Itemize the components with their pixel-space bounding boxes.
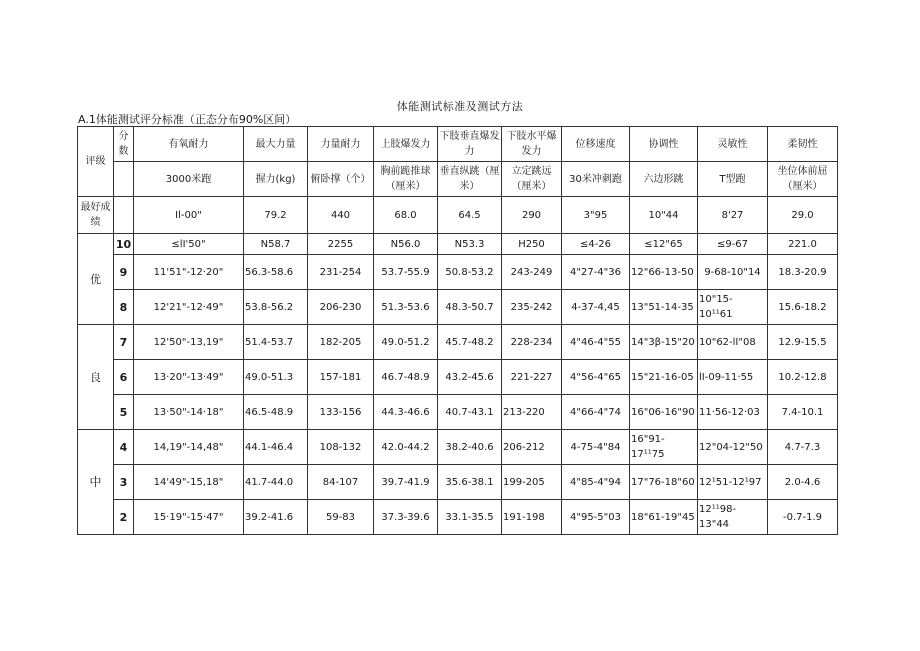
best-value: Il-00" bbox=[134, 197, 244, 234]
score-cell: 7 bbox=[114, 325, 134, 360]
value-cell: 50.8-53.2 bbox=[438, 255, 502, 290]
score-cell: 9 bbox=[114, 255, 134, 290]
value-cell: 53.7-55.9 bbox=[374, 255, 438, 290]
header-test: T型跑 bbox=[698, 162, 768, 197]
header-score: 分数 bbox=[114, 127, 134, 162]
value-cell: 4"46-4"55 bbox=[562, 325, 630, 360]
value-cell: 33.1-35.5 bbox=[438, 500, 502, 535]
value-cell: 84-107 bbox=[308, 465, 374, 500]
value-cell: 37.3-39.6 bbox=[374, 500, 438, 535]
value-cell: -0.7-1.9 bbox=[768, 500, 838, 535]
value-cell: ≤lI'50" bbox=[134, 234, 244, 255]
best-value: 29.0 bbox=[768, 197, 838, 234]
header-test: 胸前跪推球（厘米） bbox=[374, 162, 438, 197]
score-cell: 4 bbox=[114, 430, 134, 465]
value-cell: 108-132 bbox=[308, 430, 374, 465]
value-cell: 12"66-13-50 bbox=[630, 255, 698, 290]
value-cell: 56.3-58.6 bbox=[244, 255, 308, 290]
header-test: 坐位体前屈（厘米） bbox=[768, 162, 838, 197]
score-cell: 5 bbox=[114, 395, 134, 430]
table-row bbox=[78, 290, 838, 325]
document-title: 体能测试标准及测试方法 bbox=[396, 100, 524, 113]
value-cell: 4.7-7.3 bbox=[768, 430, 838, 465]
value-cell: ≤4-26 bbox=[562, 234, 630, 255]
value-cell: ≤9-67 bbox=[698, 234, 768, 255]
table-row bbox=[78, 395, 838, 430]
best-value: 64.5 bbox=[438, 197, 502, 234]
value-cell: H250 bbox=[502, 234, 562, 255]
value-cell: 4"95-5"03 bbox=[562, 500, 630, 535]
header-category: 力量耐力 bbox=[308, 127, 374, 162]
value-cell: 12'21"-12·49" bbox=[134, 290, 244, 325]
table-row bbox=[78, 234, 838, 255]
header-category: 柔韧性 bbox=[768, 127, 838, 162]
value-cell: 191-198 bbox=[502, 500, 562, 535]
header-test: 30米冲刺跑 bbox=[562, 162, 630, 197]
best-value: 8'27 bbox=[698, 197, 768, 234]
value-cell: 53.8-56.2 bbox=[244, 290, 308, 325]
header-row-categories bbox=[78, 127, 838, 162]
value-cell: 4"56-4"65 bbox=[562, 360, 630, 395]
table-row bbox=[78, 325, 838, 360]
best-value: 3"95 bbox=[562, 197, 630, 234]
header-category: 下肢水平爆发力 bbox=[502, 127, 562, 162]
value-cell: 11'51"-12·20" bbox=[134, 255, 244, 290]
value-cell: lI-09-11·55 bbox=[698, 360, 768, 395]
grade-medium: 中 bbox=[78, 430, 114, 535]
value-cell: 17"76-18"60 bbox=[630, 465, 698, 500]
value-cell: 48.3-50.7 bbox=[438, 290, 502, 325]
value-cell: 41.7-44.0 bbox=[244, 465, 308, 500]
value-cell: 228-234 bbox=[502, 325, 562, 360]
header-category: 最大力量 bbox=[244, 127, 308, 162]
value-cell: 4-75-4"84 bbox=[562, 430, 630, 465]
value-cell: 243-249 bbox=[502, 255, 562, 290]
value-cell: 15.6-18.2 bbox=[768, 290, 838, 325]
best-value: 440 bbox=[308, 197, 374, 234]
value-cell: 16"91-17¹¹75 bbox=[630, 430, 698, 465]
header-category: 有氧耐力 bbox=[134, 127, 244, 162]
value-cell: N56.0 bbox=[374, 234, 438, 255]
header-row-tests bbox=[78, 162, 838, 197]
value-cell: 4-37-4,45 bbox=[562, 290, 630, 325]
value-cell: 15·19"-15·47" bbox=[134, 500, 244, 535]
value-cell: 51.3-53.6 bbox=[374, 290, 438, 325]
value-cell: 206-230 bbox=[308, 290, 374, 325]
value-cell: 12"04-12"50 bbox=[698, 430, 768, 465]
table-caption: A.1体能测试评分标准（正态分布90%区间） bbox=[78, 113, 297, 126]
header-test: 俯卧撑（个） bbox=[308, 162, 374, 197]
table-row bbox=[78, 500, 838, 535]
value-cell: 12¹¹98-13"44 bbox=[698, 500, 768, 535]
best-value: 68.0 bbox=[374, 197, 438, 234]
header-test: 3000米跑 bbox=[134, 162, 244, 197]
value-cell: 2.0-4.6 bbox=[768, 465, 838, 500]
value-cell: 44.1-46.4 bbox=[244, 430, 308, 465]
value-cell: 221.0 bbox=[768, 234, 838, 255]
value-cell: 12'50"-13,19" bbox=[134, 325, 244, 360]
value-cell: 12¹51-12¹97 bbox=[698, 465, 768, 500]
table-row bbox=[78, 360, 838, 395]
value-cell: 46.5-48.9 bbox=[244, 395, 308, 430]
value-cell: 15"21-16-05 bbox=[630, 360, 698, 395]
value-cell: 2255 bbox=[308, 234, 374, 255]
value-cell: 14'49"-15,18" bbox=[134, 465, 244, 500]
value-cell: 231-254 bbox=[308, 255, 374, 290]
grade-excellent: 优 bbox=[78, 234, 114, 325]
value-cell: 35.6-38.1 bbox=[438, 465, 502, 500]
value-cell: 10"15-10¹¹61 bbox=[698, 290, 768, 325]
best-result-row bbox=[78, 197, 838, 234]
value-cell: 18"61-19"45 bbox=[630, 500, 698, 535]
best-value: 290 bbox=[502, 197, 562, 234]
value-cell: 14,19"-14,48" bbox=[134, 430, 244, 465]
value-cell: 42.0-44.2 bbox=[374, 430, 438, 465]
scoring-standard-table bbox=[77, 126, 838, 535]
score-cell: 3 bbox=[114, 465, 134, 500]
value-cell: 221-227 bbox=[502, 360, 562, 395]
value-cell: 9-68-10"14 bbox=[698, 255, 768, 290]
value-cell: 133-156 bbox=[308, 395, 374, 430]
value-cell: 12.9-15.5 bbox=[768, 325, 838, 360]
header-test: 六边形跳 bbox=[630, 162, 698, 197]
header-category: 上肢爆发力 bbox=[374, 127, 438, 162]
value-cell: 59-83 bbox=[308, 500, 374, 535]
table-row bbox=[78, 430, 838, 465]
value-cell: 199-205 bbox=[502, 465, 562, 500]
score-cell: 6 bbox=[114, 360, 134, 395]
table-row bbox=[78, 255, 838, 290]
value-cell: 49.0-51.2 bbox=[374, 325, 438, 360]
table-row bbox=[78, 465, 838, 500]
value-cell: 157-181 bbox=[308, 360, 374, 395]
value-cell: 16"06-16"90 bbox=[630, 395, 698, 430]
value-cell: 4"27-4"36 bbox=[562, 255, 630, 290]
value-cell: 213-220 bbox=[502, 395, 562, 430]
header-test: 握力(kg) bbox=[244, 162, 308, 197]
header-grade: 评级 bbox=[78, 127, 114, 197]
value-cell: 10.2-12.8 bbox=[768, 360, 838, 395]
value-cell: N58.7 bbox=[244, 234, 308, 255]
value-cell: 13"51-14-35 bbox=[630, 290, 698, 325]
value-cell: 44.3-46.6 bbox=[374, 395, 438, 430]
header-test: 立定跳远（厘米） bbox=[502, 162, 562, 197]
value-cell: 51.4-53.7 bbox=[244, 325, 308, 360]
score-cell: 10 bbox=[114, 234, 134, 255]
value-cell: 18.3-20.9 bbox=[768, 255, 838, 290]
value-cell: 182-205 bbox=[308, 325, 374, 360]
header-test: 垂直纵跳（厘米） bbox=[438, 162, 502, 197]
value-cell: 13·20"-13·49" bbox=[134, 360, 244, 395]
value-cell: N53.3 bbox=[438, 234, 502, 255]
value-cell: 10"62-lI"08 bbox=[698, 325, 768, 360]
value-cell: 40.7-43.1 bbox=[438, 395, 502, 430]
score-cell: 2 bbox=[114, 500, 134, 535]
value-cell: 39.7-41.9 bbox=[374, 465, 438, 500]
value-cell: 13·50"-14·18" bbox=[134, 395, 244, 430]
header-category: 位移速度 bbox=[562, 127, 630, 162]
value-cell: 14"3β-15"20 bbox=[630, 325, 698, 360]
value-cell: 235-242 bbox=[502, 290, 562, 325]
grade-good: 良 bbox=[78, 325, 114, 430]
header-score-blank bbox=[114, 162, 134, 197]
value-cell: 45.7-48.2 bbox=[438, 325, 502, 360]
best-result-label: 最好成绩 bbox=[78, 197, 114, 234]
value-cell: 4"85-4"94 bbox=[562, 465, 630, 500]
value-cell: 4"66-4"74 bbox=[562, 395, 630, 430]
header-category: 灵敏性 bbox=[698, 127, 768, 162]
best-value: 10"44 bbox=[630, 197, 698, 234]
value-cell: 11·56-12·03 bbox=[698, 395, 768, 430]
value-cell: 38.2-40.6 bbox=[438, 430, 502, 465]
header-category: 下肢垂直爆发力 bbox=[438, 127, 502, 162]
header-category: 协调性 bbox=[630, 127, 698, 162]
value-cell: 46.7-48.9 bbox=[374, 360, 438, 395]
value-cell: ≤12"65 bbox=[630, 234, 698, 255]
value-cell: 43.2-45.6 bbox=[438, 360, 502, 395]
best-value: 79.2 bbox=[244, 197, 308, 234]
value-cell: 7.4-10.1 bbox=[768, 395, 838, 430]
score-cell: 8 bbox=[114, 290, 134, 325]
value-cell: 206-212 bbox=[502, 430, 562, 465]
best-score-blank bbox=[114, 197, 134, 234]
value-cell: 49.0-51.3 bbox=[244, 360, 308, 395]
value-cell: 39.2-41.6 bbox=[244, 500, 308, 535]
